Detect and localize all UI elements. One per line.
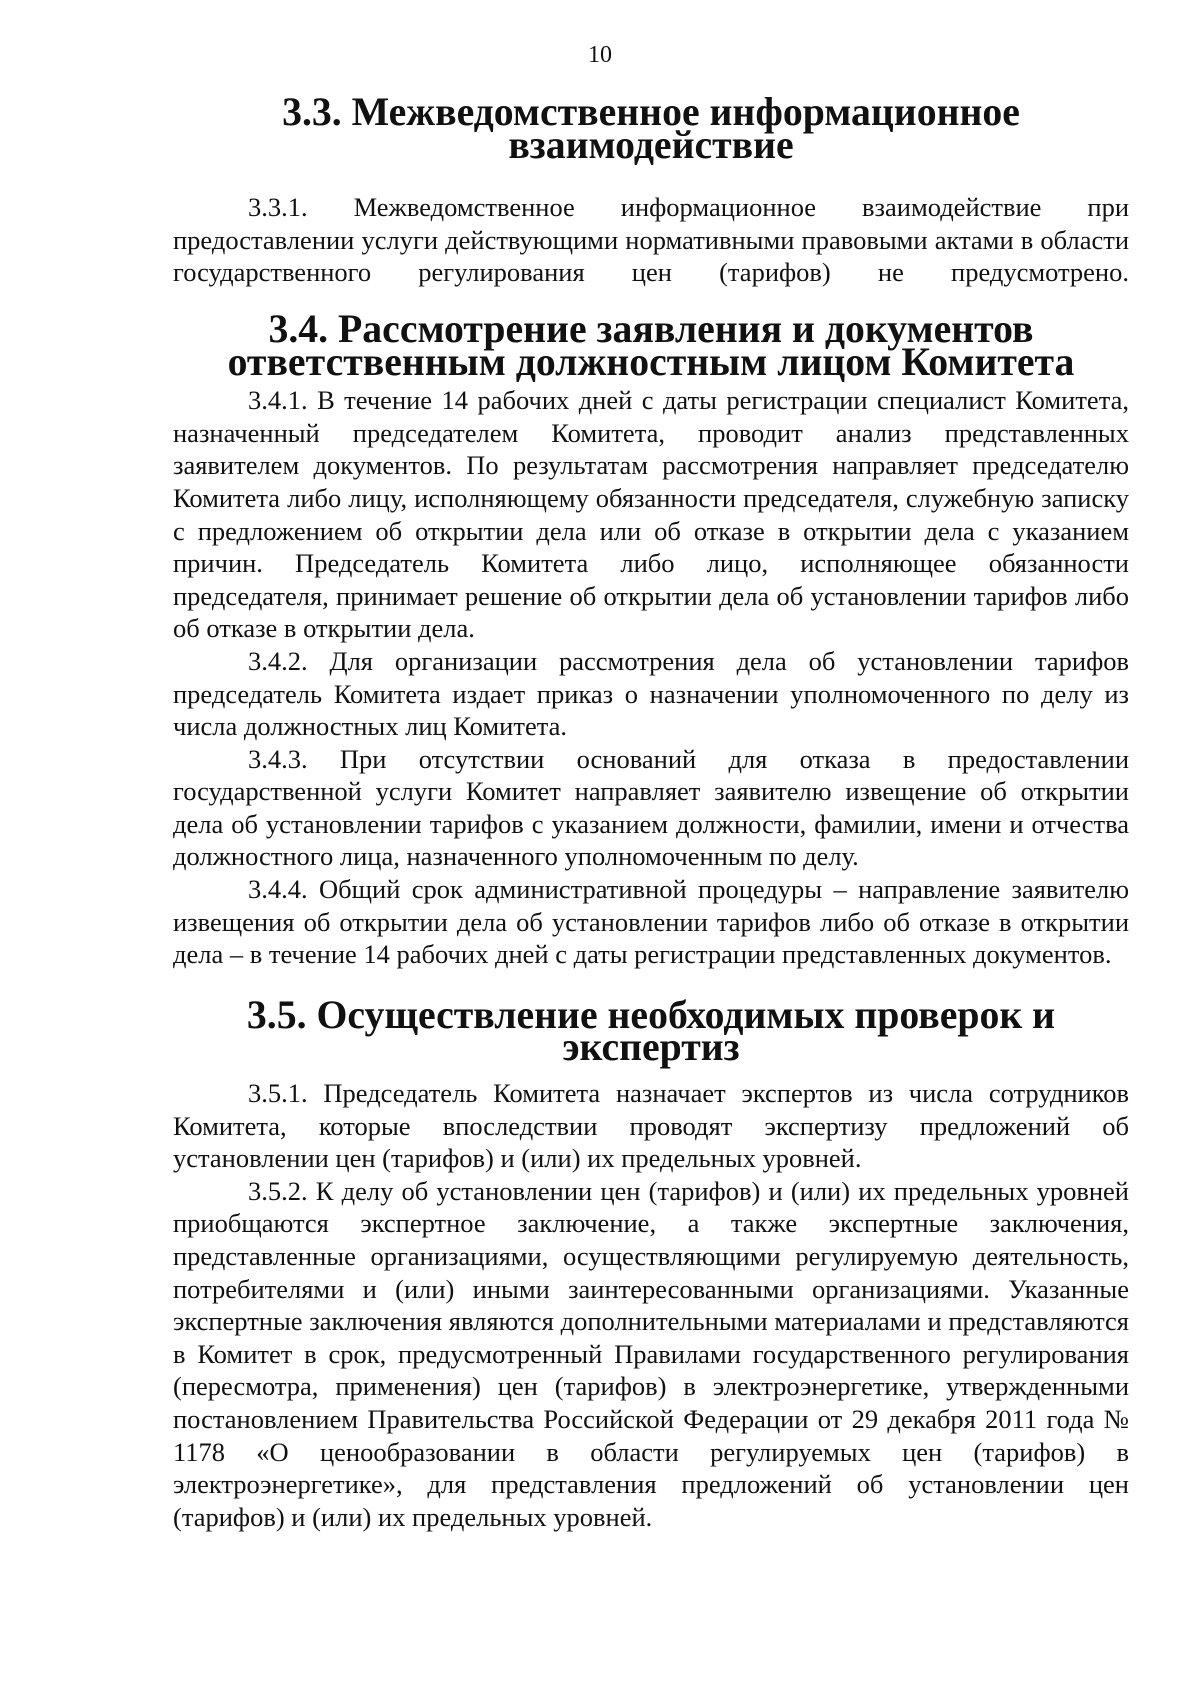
section-title-3-5: 3.5. Осуществление необходимых проверок и экспертиз (246, 992, 1056, 1070)
section-title-3-4: 3.4. Рассмотрение заявления и документов ответственным должностным лицом Комитета (227, 306, 1075, 384)
paragraph-3-3-1: 3.3.1. Межведомственное информационное взаимодействие при предоставлении услуги действующими нормативными правовыми актами в области государственного регулирования цен (тарифов) не предусмотрено. (173, 192, 1129, 288)
section-title-3-3: 3.3. Межведомственное информационное взаимодействие (282, 90, 1020, 167)
paragraph-3-4-3: 3.4.3. При отсутствии оснований для отказа в предоставлении государственной услуги Комитет направляет заявителю извещение об открытии дела об установлении тарифов с указанием должности, фамилии, имени и отчества должностного лица, назначенного уполномоченным по делу. (173, 743, 1129, 872)
paragraph-3-5-1: 3.5.1. Председатель Комитета назначает экспертов из числа сотрудников Комитета, которые впоследствии проводят экспертизу предложений об установлении цен (тарифов) и (или) их предельных уровней. (173, 1078, 1129, 1174)
page-number: 10 (588, 42, 612, 68)
paragraph-3-4-4: 3.4.4. Общий срок административной процедуры – направление заявителю извещения об открытии дела об установлении тарифов либо об отказе в открытии дела – в течение 14 рабочих дней с даты регистрации представленных документов. (173, 874, 1129, 970)
paragraph-3-4-1: 3.4.1. В течение 14 рабочих дней с даты регистрации специалист Комитета, назначенный председателем Комитета, проводит анализ представленных заявителем документов. По результатам рассмотрения направляет председателю Комитета либо лицу, исполняющему обязанности председателя, служебную записку с предложением об открытии дела или об отказе в открытии дела с указанием причин. Председатель Комитета либо лицо, исполняющее обязанности председателя, принимает решение об открытии дела об установлении тарифов либо об отказе в открытии дела. (173, 385, 1129, 644)
paragraph-3-5-2: 3.5.2. К делу об установлении цен (тарифов) и (или) их предельных уровней приобщаются экспертное заключение, а также экспертные заключения, представленные организациями, осуществляющими регулируемую деятельность, потребителями и (или) иными заинтересованными организациями. Указанные экспертные заключения являются дополнительными материалами и представляются в Комитет в срок, предусмотренный Правилами государственного регулирования (пересмотра, применения) цен (тарифов) в электроэнергетике, утвержденными постановлением Правительства Российской Федерации от 29 декабря 2011 года № 1178 «О ценообразовании в области регулируемых цен (тарифов) в электроэнергетике», для представления предложений об установлении цен (тарифов) и (или) их предельных уровней. (173, 1175, 1129, 1532)
document-body (173, 90, 1129, 1533)
paragraph-3-4-2: 3.4.2. Для организации рассмотрения дела об установлении тарифов председатель Комитета издает приказ о назначении уполномоченного по делу из числа должностных лиц Комитета. (173, 645, 1129, 742)
